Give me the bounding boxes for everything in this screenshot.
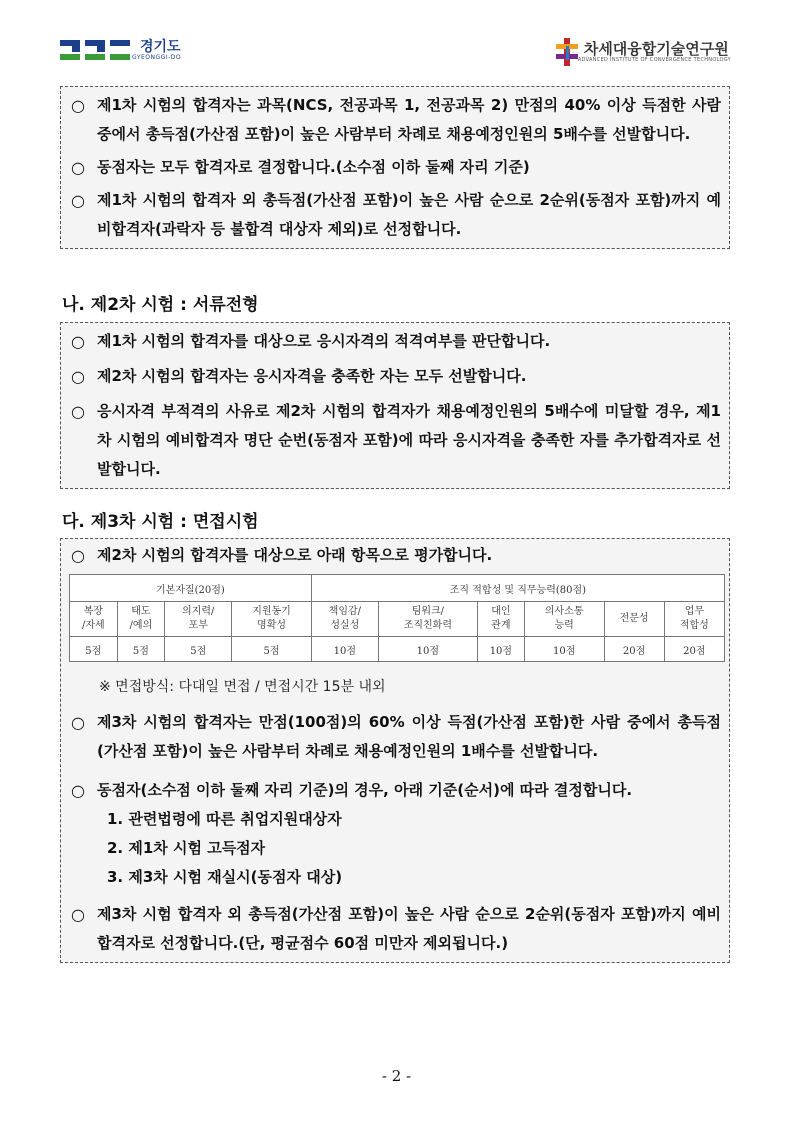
list-item: ○ 제1차 시험의 합격자는 과목(NCS, 전공과목 1, 전공과목 2) 만점의 40% 이상 득점한 사람 중에서 총득점(가산점 포함)이 높은 사람부터 차례로 채용예정인원의 5배수를 선발합니다. (61, 91, 729, 149)
table-cell: 팀워크/ 조직친화력 (378, 602, 477, 637)
table-cell: 복장 /자세 (70, 602, 118, 637)
list-item: ○ 제2차 시험의 합격자를 대상으로 아래 항목으로 평가합니다. (61, 541, 729, 570)
interview-note: ※ 면접방식: 다대일 면접 / 면접시간 15분 내외 (99, 679, 386, 695)
gyeonggi-logo-mark-icon (60, 38, 132, 62)
list-item: ○ 제2차 시험의 합격자는 응시자격을 충족한 자는 모두 선발합니다. (61, 362, 729, 391)
tie-rule-item: 2. 제1차 시험 고득점자 (107, 839, 266, 857)
circle-bullet-icon: ○ (71, 96, 85, 115)
table-cell: 5점 (70, 637, 118, 662)
table-group-header: 기본자질(20점) (70, 575, 312, 602)
table-cell: 5점 (232, 637, 312, 662)
table-row (70, 602, 725, 637)
list-item: ○ 동점자는 모두 합격자로 결정합니다.(소수점 이하 둘째 자리 기준) (61, 153, 729, 182)
table-cell: 대인 관계 (477, 602, 524, 637)
circle-bullet-icon: ○ (71, 332, 85, 351)
page-number: - 2 - (381, 1067, 412, 1085)
circle-bullet-icon: ○ (71, 191, 85, 210)
circle-bullet-icon: ○ (71, 905, 85, 924)
table-cell: 20점 (664, 637, 724, 662)
table-cell: 10점 (524, 637, 604, 662)
circle-bullet-icon: ○ (71, 713, 85, 732)
aict-logo-sub: ADVANCED INSTITUTE OF CONVERGENCE TECHNOLOGY (577, 57, 731, 63)
tie-rule-item: 3. 제3차 시험 재실시(동점자 대상) (107, 868, 343, 886)
table-cell: 10점 (311, 637, 378, 662)
section2-heading: 나. 제2차 시험 : 서류전형 (62, 295, 259, 315)
list-item: ○ 제1차 시험의 합격자를 대상으로 응시자격의 적격여부를 판단합니다. (61, 327, 729, 356)
table-cell: 5점 (117, 637, 165, 662)
table-cell: 지원동기 명확성 (232, 602, 312, 637)
gyeonggi-logo (60, 38, 181, 62)
table-row (70, 637, 725, 662)
circle-bullet-icon: ○ (71, 546, 85, 565)
tie-rule-list (61, 805, 729, 892)
circle-bullet-icon: ○ (71, 158, 85, 177)
list-item: ○ 응시자격 부적격의 사유로 제2차 시험의 합격자가 채용예정인원의 5배수에 미달할 경우, 제1차 시험의 예비합격자 명단 순번(동점자 포함)에 따라 응시자격을 충족한 자를 추가합격자로 선발합니다. (61, 397, 729, 484)
table-cell: 5점 (165, 637, 232, 662)
evaluation-table (69, 574, 725, 662)
aict-logo-name: 차세대융합기술연구원 (583, 40, 729, 58)
tie-rule-item: 1. 관련법령에 따른 취업지원대상자 (107, 810, 342, 828)
list-item: ○ 제3차 시험의 합격자는 만점(100점)의 60% 이상 득점(가산점 포함)한 사람 중에서 총득점(가산점 포함)이 높은 사람부터 차례로 채용예정인원의 1배수를 선발합니다. (61, 708, 729, 766)
table-cell: 책임감/ 성실성 (311, 602, 378, 637)
table-cell: 업무 적합성 (664, 602, 724, 637)
table-cell: 태도 /예의 (117, 602, 165, 637)
table-cell: 10점 (378, 637, 477, 662)
aict-logo (556, 38, 731, 66)
circle-bullet-icon: ○ (71, 367, 85, 386)
circle-bullet-icon: ○ (71, 781, 85, 800)
table-cell: 의사소통 능력 (524, 602, 604, 637)
section3-box (60, 538, 730, 963)
section1-box (60, 86, 730, 249)
table-cell: 10점 (477, 637, 524, 662)
section2-box (60, 322, 730, 489)
table-group-header: 조직 적합성 및 직무능력(80점) (311, 575, 724, 602)
gyeonggi-logo-sub: GYEONGGI-DO (132, 53, 182, 61)
circle-bullet-icon: ○ (71, 402, 85, 421)
list-item: ○ 동점자(소수점 이하 둘째 자리 기준)의 경우, 아래 기준(순서)에 따라 결정합니다. (61, 776, 729, 805)
list-item: ○ 제1차 시험의 합격자 외 총득점(가산점 포함)이 높은 사람 순으로 2순위(동점자 포함)까지 예비합격자(과락자 등 불합격 대상자 제외)로 선정합니다. (61, 186, 729, 244)
aict-logo-mark-icon (556, 38, 578, 66)
table-cell: 20점 (604, 637, 664, 662)
table-cell: 의지력/ 포부 (165, 602, 232, 637)
gyeonggi-logo-name: 경기도 (140, 38, 181, 55)
list-item: ○ 제3차 시험 합격자 외 총득점(가산점 포함)이 높은 사람 순으로 2순위(동점자 포함)까지 예비합격자로 선정합니다.(단, 평균점수 60점 미만자 제외됩니다.) (61, 900, 729, 958)
section3-heading: 다. 제3차 시험 : 면접시험 (62, 512, 259, 532)
table-cell: 전문성 (604, 602, 664, 637)
